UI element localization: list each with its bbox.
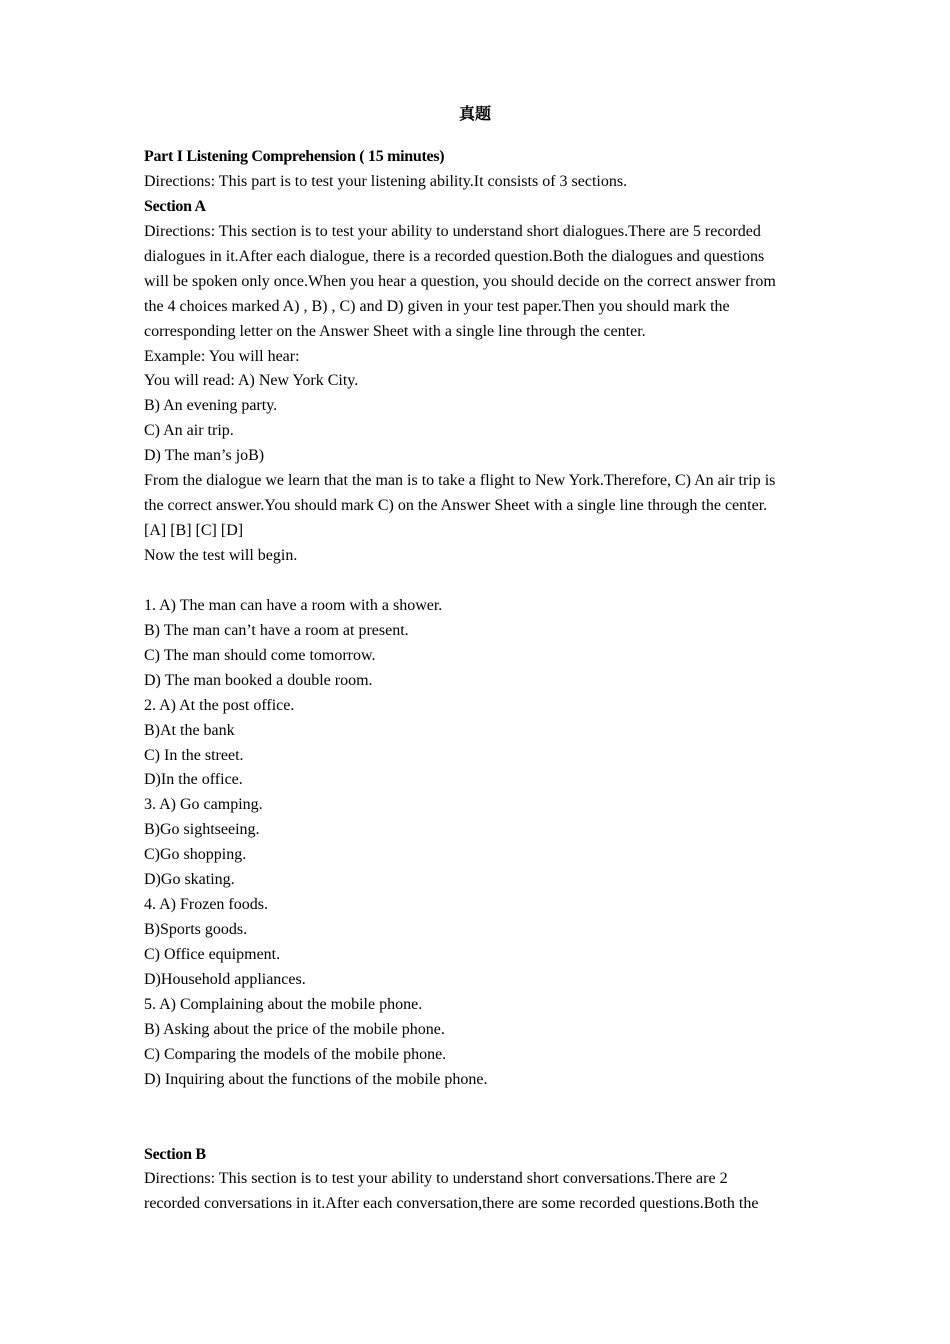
question-option: D)In the office.: [144, 771, 243, 789]
question-option: C) Office equipment.: [144, 946, 281, 963]
part-heading: Part I Listening Comprehension ( 15 minutes): [144, 148, 445, 165]
question-option: B)Go sightseeing.: [144, 821, 260, 839]
spacer: [144, 1118, 816, 1143]
directions-line: Directions: This section is to test your ability to understand short conversations.There are 2: [144, 1170, 728, 1188]
question-option: B) Asking about the price of the mobile phone.: [144, 1020, 445, 1038]
question-option: 2. A) At the post office.: [144, 696, 295, 714]
example-option-c: C) An air trip.: [144, 422, 234, 440]
page-title: 真题: [458, 104, 491, 123]
directions-line: Directions: This section is to test your ability to understand short dialogues.There are 5 recorded: [144, 222, 761, 240]
test-begin-note: Now the test will begin.: [144, 547, 298, 564]
question-option: D) Inquiring about the functions of the mobile phone.: [144, 1070, 488, 1088]
question-4: [144, 893, 816, 993]
section-b-directions: [144, 1167, 816, 1217]
section-a-directions: [144, 220, 816, 345]
example-explanation-line: the correct answer.You should mark C) on the Answer Sheet with a single line through the center.: [144, 497, 768, 515]
directions-line: corresponding letter on the Answer Sheet with a single line through the center.: [144, 322, 646, 340]
example-answer-marks: [A] [B] [C] [D]: [144, 522, 244, 540]
spacer: [144, 1093, 816, 1118]
spacer: [144, 569, 816, 594]
question-option: D) The man booked a double room.: [144, 671, 373, 689]
question-option: C) Comparing the models of the mobile phone.: [144, 1045, 447, 1063]
example-hear: Example: You will hear:: [144, 347, 300, 365]
directions-line: the 4 choices marked A) , B) , C) and D) given in your test paper.Then you should mark the: [144, 297, 730, 315]
question-option: C) In the street.: [144, 746, 244, 764]
question-1: [144, 594, 816, 694]
question-option: D)Go skating.: [144, 871, 235, 889]
question-option: 5. A) Complaining about the mobile phone.: [144, 995, 423, 1013]
example-read: You will read: A) New York City.: [144, 372, 359, 390]
question-option: 1. A) The man can have a room with a shower.: [144, 596, 443, 614]
question-3: [144, 793, 816, 893]
example-option-b: B) An evening party.: [144, 397, 278, 415]
example-explanation-line: From the dialogue we learn that the man is to take a flight to New York.Therefore, C) An air trip is: [144, 472, 776, 490]
section-a-heading: Section A: [144, 197, 206, 215]
question-option: 4. A) Frozen foods.: [144, 896, 268, 914]
question-5: [144, 993, 816, 1093]
question-option: 3. A) Go camping.: [144, 796, 263, 814]
document-body: [144, 145, 816, 1217]
question-option: B) The man can’t have a room at present.: [144, 621, 409, 639]
directions-line: recorded conversations in it.After each conversation,there are some recorded questions.Both the: [144, 1195, 759, 1213]
example-option-d: D) The man’s joB): [144, 447, 265, 465]
directions-line: will be spoken only once.When you hear a question, you should decide on the correct answer from: [144, 272, 776, 290]
part-directions: Directions: This part is to test your listening ability.It consists of 3 sections.: [144, 172, 628, 190]
question-option: B)Sports goods.: [144, 921, 248, 939]
question-option: B)At the bank: [144, 721, 235, 739]
section-b-heading: Section B: [144, 1145, 206, 1163]
question-option: D)Household appliances.: [144, 970, 306, 988]
question-2: [144, 694, 816, 794]
example-block: [144, 345, 816, 569]
question-option: C) The man should come tomorrow.: [144, 646, 376, 664]
question-option: C)Go shopping.: [144, 846, 247, 864]
directions-line: dialogues in it.After each dialogue, there is a recorded question.Both the dialogues and questions: [144, 247, 765, 265]
